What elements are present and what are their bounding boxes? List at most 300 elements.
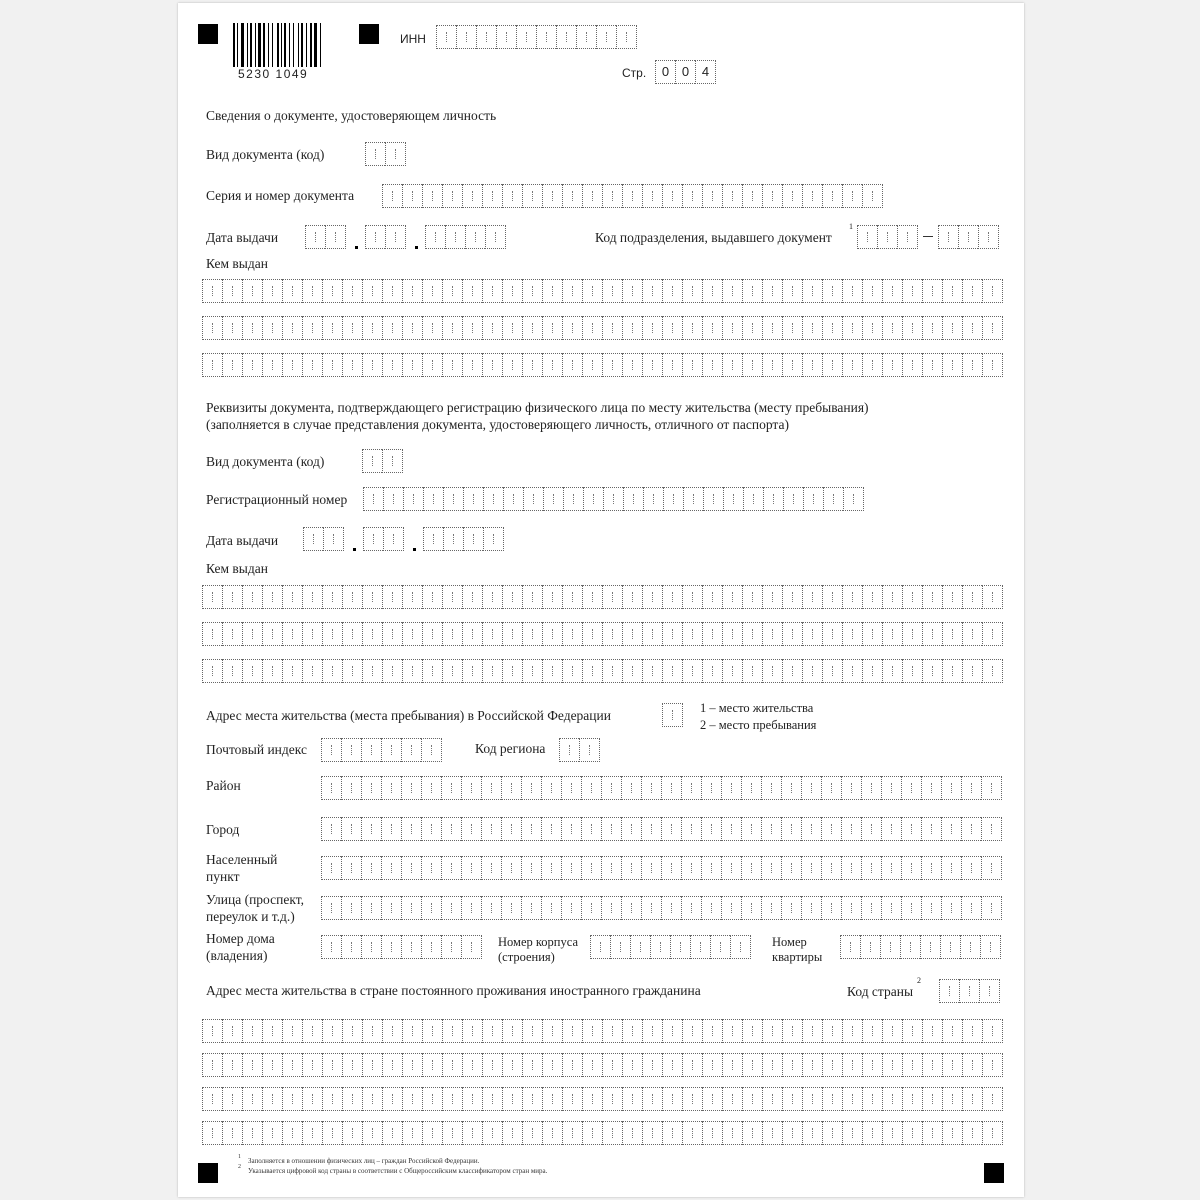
entry-cell[interactable] <box>783 487 803 511</box>
foreign-address-row-4[interactable] <box>202 1121 1003 1145</box>
entry-cell[interactable] <box>723 487 743 511</box>
entry-cell[interactable] <box>822 316 842 340</box>
entry-cell[interactable] <box>541 856 561 880</box>
entry-cell[interactable] <box>621 856 641 880</box>
entry-cell[interactable] <box>901 776 921 800</box>
entry-cell[interactable] <box>402 184 422 208</box>
entry-cell[interactable] <box>681 776 701 800</box>
entry-cell[interactable] <box>402 1121 422 1145</box>
house-number-cells[interactable] <box>321 935 482 959</box>
entry-cell[interactable] <box>761 896 781 920</box>
entry-cell[interactable] <box>462 279 482 303</box>
entry-cell[interactable] <box>562 316 582 340</box>
entry-cell[interactable] <box>322 659 342 683</box>
entry-cell[interactable] <box>382 316 402 340</box>
entry-cell[interactable] <box>962 585 982 609</box>
entry-cell[interactable] <box>341 856 361 880</box>
entry-cell[interactable] <box>322 585 342 609</box>
entry-cell[interactable] <box>542 1121 562 1145</box>
entry-cell[interactable] <box>522 184 542 208</box>
entry-cell[interactable] <box>922 316 942 340</box>
entry-cell[interactable] <box>562 1053 582 1077</box>
identity-issue-day-cells[interactable] <box>305 225 346 249</box>
division-code-part2-cells[interactable] <box>938 225 999 249</box>
entry-cell[interactable] <box>622 353 642 377</box>
entry-cell[interactable] <box>781 817 801 841</box>
entry-cell[interactable] <box>882 316 902 340</box>
entry-cell[interactable] <box>602 1121 622 1145</box>
entry-cell[interactable] <box>670 935 690 959</box>
city-cells[interactable] <box>321 817 1002 841</box>
entry-cell[interactable] <box>262 659 282 683</box>
entry-cell[interactable] <box>582 585 602 609</box>
entry-cell[interactable] <box>962 1087 982 1111</box>
entry-cell[interactable] <box>982 316 1003 340</box>
entry-cell[interactable] <box>442 622 462 646</box>
entry-cell[interactable] <box>363 487 383 511</box>
entry-cell[interactable] <box>802 316 822 340</box>
entry-cell[interactable] <box>582 1019 602 1043</box>
entry-cell[interactable] <box>542 279 562 303</box>
entry-cell[interactable] <box>742 1087 762 1111</box>
entry-cell[interactable] <box>702 279 722 303</box>
entry-cell[interactable] <box>461 856 481 880</box>
entry-cell[interactable] <box>342 1087 362 1111</box>
entry-cell[interactable] <box>881 776 901 800</box>
entry-cell[interactable] <box>982 353 1003 377</box>
entry-cell[interactable] <box>401 856 421 880</box>
entry-cell[interactable] <box>862 622 882 646</box>
entry-cell[interactable] <box>710 935 730 959</box>
entry-cell[interactable] <box>902 1019 922 1043</box>
entry-cell[interactable] <box>610 935 630 959</box>
entry-cell[interactable] <box>222 622 242 646</box>
entry-cell[interactable] <box>641 817 661 841</box>
entry-cell[interactable] <box>962 279 982 303</box>
entry-cell[interactable] <box>602 1087 622 1111</box>
entry-cell[interactable] <box>501 817 521 841</box>
entry-cell[interactable] <box>541 817 561 841</box>
entry-cell[interactable] <box>522 1121 542 1145</box>
entry-cell[interactable] <box>802 1121 822 1145</box>
entry-cell[interactable] <box>882 1019 902 1043</box>
entry-cell[interactable] <box>881 896 901 920</box>
series-number-cells[interactable] <box>382 184 883 208</box>
entry-cell[interactable] <box>303 527 323 551</box>
entry-cell[interactable] <box>441 935 461 959</box>
entry-cell[interactable] <box>522 316 542 340</box>
entry-cell[interactable] <box>702 1053 722 1077</box>
entry-cell[interactable] <box>922 585 942 609</box>
entry-cell[interactable] <box>981 817 1002 841</box>
entry-cell[interactable] <box>663 487 683 511</box>
entry-cell[interactable] <box>362 1087 382 1111</box>
identity-issue-month-cells[interactable] <box>365 225 406 249</box>
entry-cell[interactable] <box>402 622 422 646</box>
entry-cell[interactable] <box>482 1121 502 1145</box>
entry-cell[interactable] <box>982 622 1003 646</box>
entry-cell[interactable] <box>742 1053 762 1077</box>
entry-cell[interactable] <box>761 776 781 800</box>
entry-cell[interactable] <box>941 896 961 920</box>
entry-cell[interactable] <box>642 279 662 303</box>
entry-cell[interactable] <box>222 659 242 683</box>
entry-cell[interactable] <box>582 1087 602 1111</box>
entry-cell[interactable] <box>342 622 362 646</box>
entry-cell[interactable] <box>562 184 582 208</box>
entry-cell[interactable] <box>462 1053 482 1077</box>
entry-cell[interactable] <box>822 622 842 646</box>
entry-cell[interactable] <box>841 817 861 841</box>
entry-cell[interactable] <box>556 25 576 49</box>
entry-cell[interactable] <box>222 1019 242 1043</box>
postal-code-cells[interactable] <box>321 738 442 762</box>
entry-cell[interactable] <box>322 1121 342 1145</box>
entry-cell[interactable] <box>642 1053 662 1077</box>
entry-cell[interactable] <box>561 776 581 800</box>
entry-cell[interactable] <box>902 659 922 683</box>
entry-cell[interactable] <box>902 1053 922 1077</box>
entry-cell[interactable] <box>385 142 406 166</box>
entry-cell[interactable] <box>650 935 670 959</box>
entry-cell[interactable] <box>542 1087 562 1111</box>
entry-cell[interactable] <box>941 817 961 841</box>
entry-cell[interactable] <box>542 585 562 609</box>
entry-cell[interactable] <box>502 1019 522 1043</box>
entry-cell[interactable] <box>562 353 582 377</box>
entry-cell[interactable] <box>641 776 661 800</box>
entry-cell[interactable] <box>882 353 902 377</box>
entry-cell[interactable] <box>423 527 443 551</box>
entry-cell[interactable] <box>401 817 421 841</box>
entry-cell[interactable] <box>823 487 843 511</box>
entry-cell[interactable] <box>701 856 721 880</box>
foreign-address-row-3[interactable] <box>202 1087 1003 1111</box>
entry-cell[interactable] <box>582 1053 602 1077</box>
entry-cell[interactable] <box>702 1087 722 1111</box>
entry-cell[interactable] <box>682 1053 702 1077</box>
entry-cell[interactable] <box>761 856 781 880</box>
entry-cell[interactable] <box>661 856 681 880</box>
street-cells[interactable] <box>321 896 1002 920</box>
entry-cell[interactable] <box>382 1019 402 1043</box>
entry-cell[interactable] <box>962 353 982 377</box>
entry-cell[interactable] <box>242 1053 262 1077</box>
entry-cell[interactable] <box>822 353 842 377</box>
identity-issue-year-cells[interactable] <box>425 225 506 249</box>
entry-cell[interactable] <box>302 353 322 377</box>
entry-cell[interactable] <box>422 622 442 646</box>
entry-cell[interactable] <box>502 353 522 377</box>
entry-cell[interactable] <box>761 817 781 841</box>
entry-cell[interactable] <box>482 622 502 646</box>
entry-cell[interactable] <box>902 1087 922 1111</box>
entry-cell[interactable] <box>403 487 423 511</box>
entry-cell[interactable] <box>402 1053 422 1077</box>
entry-cell[interactable] <box>381 776 401 800</box>
entry-cell[interactable] <box>322 353 342 377</box>
entry-cell[interactable] <box>702 1121 722 1145</box>
entry-cell[interactable] <box>402 1019 422 1043</box>
entry-cell[interactable] <box>622 1121 642 1145</box>
entry-cell[interactable] <box>802 585 822 609</box>
registration-issued-by-row-1[interactable] <box>202 585 1003 609</box>
registration-issue-month-cells[interactable] <box>363 527 404 551</box>
entry-cell[interactable] <box>463 527 483 551</box>
entry-cell[interactable] <box>481 817 501 841</box>
entry-cell[interactable] <box>616 25 637 49</box>
entry-cell[interactable] <box>661 896 681 920</box>
entry-cell[interactable] <box>662 622 682 646</box>
entry-cell[interactable] <box>242 1121 262 1145</box>
entry-cell[interactable] <box>942 1053 962 1077</box>
entry-cell[interactable] <box>523 487 543 511</box>
entry-cell[interactable] <box>962 1053 982 1077</box>
entry-cell[interactable] <box>821 817 841 841</box>
entry-cell[interactable] <box>482 353 502 377</box>
entry-cell[interactable] <box>582 279 602 303</box>
entry-cell[interactable] <box>481 776 501 800</box>
entry-cell[interactable] <box>602 622 622 646</box>
entry-cell[interactable] <box>743 487 763 511</box>
district-cells[interactable] <box>321 776 1002 800</box>
entry-cell[interactable] <box>465 225 485 249</box>
entry-cell[interactable] <box>362 279 382 303</box>
entry-cell[interactable] <box>262 585 282 609</box>
entry-cell[interactable] <box>282 585 302 609</box>
entry-cell[interactable] <box>722 622 742 646</box>
entry-cell[interactable] <box>363 527 383 551</box>
entry-cell[interactable] <box>516 25 536 49</box>
entry-cell[interactable] <box>441 776 461 800</box>
entry-cell[interactable] <box>682 622 702 646</box>
entry-cell[interactable] <box>402 353 422 377</box>
entry-cell[interactable] <box>321 935 341 959</box>
entry-cell[interactable] <box>521 856 541 880</box>
entry-cell[interactable] <box>942 659 962 683</box>
entry-cell[interactable] <box>262 622 282 646</box>
entry-cell[interactable] <box>941 856 961 880</box>
entry-cell[interactable] <box>762 1053 782 1077</box>
entry-cell[interactable] <box>862 353 882 377</box>
entry-cell[interactable] <box>602 279 622 303</box>
entry-cell[interactable] <box>603 487 623 511</box>
entry-cell[interactable] <box>361 738 381 762</box>
entry-cell[interactable] <box>942 585 962 609</box>
entry-cell[interactable] <box>801 776 821 800</box>
entry-cell[interactable] <box>341 738 361 762</box>
entry-cell[interactable] <box>381 817 401 841</box>
entry-cell[interactable] <box>921 817 941 841</box>
foreign-address-row-1[interactable] <box>202 1019 1003 1043</box>
entry-cell[interactable] <box>942 622 962 646</box>
entry-cell[interactable] <box>342 279 362 303</box>
entry-cell[interactable] <box>981 776 1002 800</box>
entry-cell[interactable] <box>642 184 662 208</box>
entry-cell[interactable] <box>662 659 682 683</box>
entry-cell[interactable] <box>782 622 802 646</box>
entry-cell[interactable] <box>383 527 404 551</box>
entry-cell[interactable] <box>722 316 742 340</box>
entry-cell[interactable] <box>821 896 841 920</box>
entry-cell[interactable] <box>602 1053 622 1077</box>
entry-cell[interactable] <box>582 316 602 340</box>
entry-cell[interactable] <box>702 1019 722 1043</box>
entry-cell[interactable] <box>822 1087 842 1111</box>
entry-cell[interactable] <box>302 1087 322 1111</box>
entry-cell[interactable] <box>381 896 401 920</box>
country-code-cells[interactable] <box>939 979 1000 1003</box>
entry-cell[interactable] <box>401 776 421 800</box>
entry-cell[interactable] <box>841 856 861 880</box>
entry-cell[interactable] <box>422 279 442 303</box>
entry-cell[interactable] <box>482 659 502 683</box>
entry-cell[interactable] <box>762 659 782 683</box>
entry-cell[interactable] <box>202 1019 222 1043</box>
entry-cell[interactable] <box>982 659 1003 683</box>
entry-cell[interactable] <box>602 316 622 340</box>
entry-cell[interactable] <box>503 487 523 511</box>
entry-cell[interactable] <box>861 896 881 920</box>
entry-cell[interactable] <box>202 1121 222 1145</box>
entry-cell[interactable] <box>282 622 302 646</box>
entry-cell[interactable] <box>862 1087 882 1111</box>
entry-cell[interactable] <box>662 1087 682 1111</box>
entry-cell[interactable] <box>365 142 385 166</box>
entry-cell[interactable] <box>921 856 941 880</box>
entry-cell[interactable] <box>701 776 721 800</box>
entry-cell[interactable] <box>822 1019 842 1043</box>
entry-cell[interactable] <box>422 1053 442 1077</box>
entry-cell[interactable] <box>842 1087 862 1111</box>
entry-cell[interactable] <box>842 585 862 609</box>
entry-cell[interactable] <box>941 776 961 800</box>
entry-cell[interactable] <box>880 935 900 959</box>
entry-cell[interactable] <box>341 935 361 959</box>
entry-cell[interactable] <box>681 817 701 841</box>
entry-cell[interactable] <box>562 1087 582 1111</box>
entry-cell[interactable] <box>342 316 362 340</box>
entry-cell[interactable] <box>482 279 502 303</box>
entry-cell[interactable] <box>921 776 941 800</box>
entry-cell[interactable] <box>920 935 940 959</box>
entry-cell[interactable] <box>921 896 941 920</box>
entry-cell[interactable] <box>541 896 561 920</box>
entry-cell[interactable] <box>222 1053 242 1077</box>
entry-cell[interactable] <box>542 184 562 208</box>
entry-cell[interactable] <box>542 659 562 683</box>
entry-cell[interactable] <box>902 279 922 303</box>
entry-cell[interactable] <box>641 856 661 880</box>
entry-cell[interactable] <box>322 316 342 340</box>
entry-cell[interactable] <box>622 659 642 683</box>
entry-cell[interactable] <box>262 353 282 377</box>
entry-cell[interactable] <box>897 225 918 249</box>
entry-cell[interactable] <box>781 896 801 920</box>
entry-cell[interactable] <box>561 896 581 920</box>
entry-cell[interactable] <box>962 316 982 340</box>
entry-cell[interactable] <box>461 935 482 959</box>
entry-cell[interactable] <box>562 1019 582 1043</box>
entry-cell[interactable] <box>682 353 702 377</box>
entry-cell[interactable] <box>982 279 1003 303</box>
entry-cell[interactable] <box>362 1053 382 1077</box>
identity-issued-by-row-2[interactable] <box>202 316 1003 340</box>
entry-cell[interactable] <box>442 1121 462 1145</box>
entry-cell[interactable] <box>960 935 980 959</box>
entry-cell[interactable] <box>622 1087 642 1111</box>
entry-cell[interactable] <box>262 316 282 340</box>
entry-cell[interactable] <box>841 776 861 800</box>
entry-cell[interactable] <box>242 353 262 377</box>
entry-cell[interactable] <box>302 659 322 683</box>
entry-cell[interactable] <box>862 1019 882 1043</box>
entry-cell[interactable] <box>442 659 462 683</box>
entry-cell[interactable] <box>822 279 842 303</box>
entry-cell[interactable] <box>502 659 522 683</box>
entry-cell[interactable] <box>901 856 921 880</box>
entry-cell[interactable] <box>902 316 922 340</box>
entry-cell[interactable] <box>305 225 325 249</box>
entry-cell[interactable] <box>622 279 642 303</box>
entry-cell[interactable] <box>476 25 496 49</box>
entry-cell[interactable] <box>381 856 401 880</box>
entry-cell[interactable] <box>502 585 522 609</box>
entry-cell[interactable] <box>482 1019 502 1043</box>
entry-cell[interactable] <box>463 487 483 511</box>
entry-cell[interactable] <box>501 776 521 800</box>
entry-cell[interactable] <box>282 659 302 683</box>
entry-cell[interactable] <box>483 527 504 551</box>
entry-cell[interactable] <box>962 1019 982 1043</box>
entry-cell[interactable] <box>422 316 442 340</box>
entry-cell[interactable] <box>601 776 621 800</box>
entry-cell[interactable] <box>361 935 381 959</box>
entry-cell[interactable] <box>662 184 682 208</box>
entry-cell[interactable] <box>242 585 262 609</box>
entry-cell[interactable] <box>682 585 702 609</box>
entry-cell[interactable] <box>576 25 596 49</box>
entry-cell[interactable] <box>362 622 382 646</box>
entry-cell[interactable] <box>721 856 741 880</box>
entry-cell[interactable] <box>642 659 662 683</box>
entry-cell[interactable] <box>561 817 581 841</box>
entry-cell[interactable] <box>262 1121 282 1145</box>
entry-cell[interactable] <box>623 487 643 511</box>
entry-cell[interactable] <box>436 25 456 49</box>
entry-cell[interactable] <box>502 1087 522 1111</box>
entry-cell[interactable] <box>341 776 361 800</box>
entry-cell[interactable] <box>341 817 361 841</box>
entry-cell[interactable] <box>501 856 521 880</box>
entry-cell[interactable] <box>681 856 701 880</box>
entry-cell[interactable] <box>621 896 641 920</box>
entry-cell[interactable] <box>722 184 742 208</box>
entry-cell[interactable] <box>782 316 802 340</box>
entry-cell[interactable] <box>596 25 616 49</box>
entry-cell[interactable] <box>801 817 821 841</box>
entry-cell[interactable] <box>522 622 542 646</box>
entry-cell[interactable] <box>862 316 882 340</box>
entry-cell[interactable] <box>742 316 762 340</box>
entry-cell[interactable] <box>782 585 802 609</box>
building-number-cells[interactable] <box>590 935 751 959</box>
entry-cell[interactable] <box>561 856 581 880</box>
entry-cell[interactable] <box>842 1053 862 1077</box>
entry-cell[interactable] <box>342 1121 362 1145</box>
entry-cell[interactable] <box>383 487 403 511</box>
entry-cell[interactable] <box>661 817 681 841</box>
